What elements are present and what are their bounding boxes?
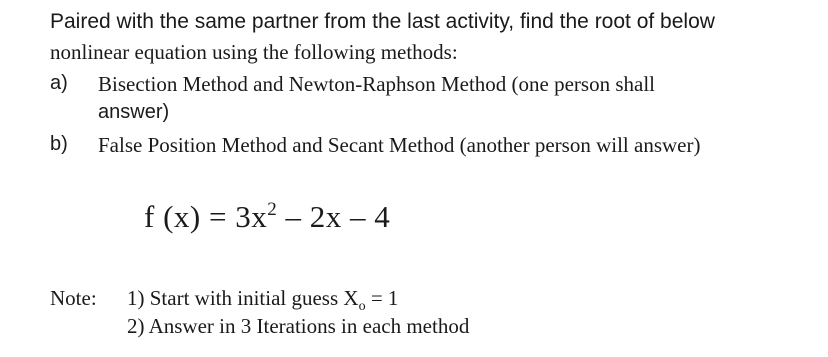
intro-line-1: Paired with the same partner from the last activity, find the root of below — [50, 10, 715, 33]
item-b-marker: b) — [50, 133, 68, 155]
item-a-marker: a) — [50, 72, 68, 94]
item-a-text-line-2: answer) — [98, 101, 170, 123]
note-item-1-prefix: 1) Start with initial guess X — [127, 286, 359, 310]
note-item-2: 2) Answer in 3 Iterations in each method — [127, 314, 470, 338]
equation-lhs: f (x) = 3x — [144, 199, 268, 234]
note-item-1-suffix: = 1 — [365, 286, 399, 310]
intro-line-2: nonlinear equation using the following methods: — [50, 40, 458, 64]
note-item-1 — [127, 286, 398, 315]
item-b-text: False Position Method and Secant Method (another person will answer) — [98, 133, 701, 157]
equation — [144, 199, 390, 235]
item-a-text-line-1: Bisection Method and Newton-Raphson Method (one person shall — [98, 72, 655, 96]
equation-rhs: – 2x – 4 — [277, 199, 391, 234]
note-item-1-subscript: o — [358, 299, 366, 314]
note-label: Note: — [50, 286, 97, 310]
equation-exponent: 2 — [267, 199, 278, 220]
